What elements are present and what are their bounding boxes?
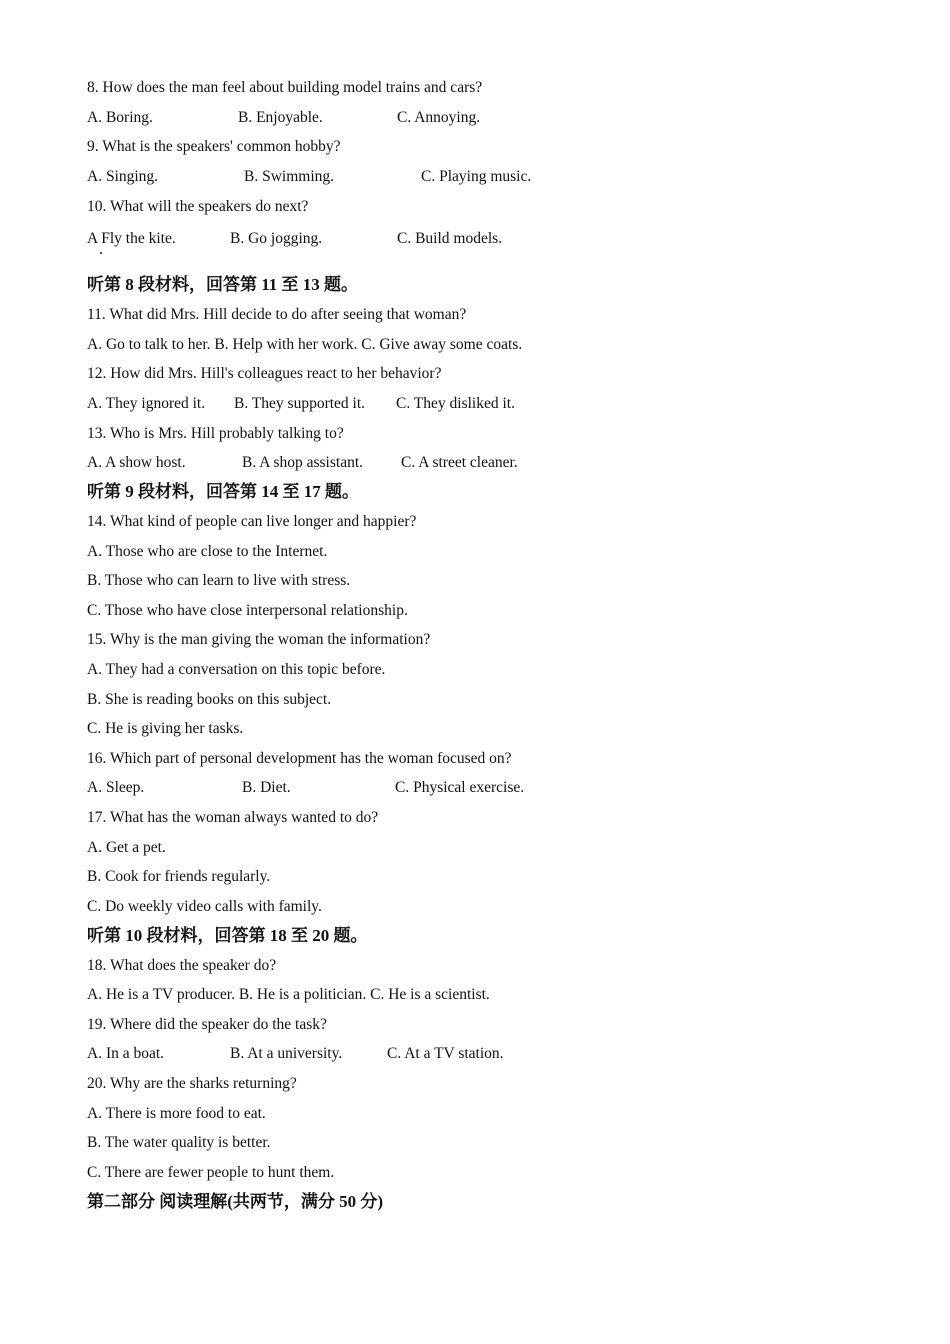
option-a: A. Singing. [87,168,159,185]
option-a: A. In a boat. [87,1045,165,1062]
question-15-option-c: C. He is giving her tasks. [87,720,244,737]
question-9-options [87,167,887,187]
option-b: B. Enjoyable. [238,109,323,126]
option-b: B. They supported it. [234,395,366,412]
question-19-options [87,1044,887,1064]
question-12-options [87,394,887,414]
question-10-options [87,229,887,249]
question-10: 10. What will the speakers do next? [87,198,309,215]
option-c: C. Playing music. [421,168,532,185]
option-c: C. At a TV station. [387,1045,504,1062]
option-b: B. Go jogging. [230,230,323,247]
option-a: A. A show host. [87,454,186,471]
option-a: A Fly the kite. [87,230,176,247]
question-20: 20. Why are the sharks returning? [87,1075,297,1092]
question-20-option-c: C. There are fewer people to hunt them. [87,1164,335,1181]
question-18: 18. What does the speaker do? [87,957,277,974]
question-11-options: A. Go to talk to her. B. Help with her work. C. Give away some coats. [87,336,523,353]
question-17-option-a: A. Get a pet. [87,839,166,856]
section-heading-8: 听第 8 段材料，回答第 11 至 13 题。 [87,275,359,294]
question-15: 15. Why is the man giving the woman the information? [87,631,431,648]
question-16: 16. Which part of personal development has the woman focused on? [87,750,512,767]
question-13: 13. Who is Mrs. Hill probably talking to? [87,425,344,442]
option-b: B. At a university. [230,1045,343,1062]
question-8-options [87,108,887,128]
option-b: B. A shop assistant. [242,454,364,471]
stray-dot [100,252,102,254]
option-a: A. Sleep. [87,779,145,796]
option-c: C. Annoying. [397,109,481,126]
option-b: B. Diet. [242,779,291,796]
question-12: 12. How did Mrs. Hill's colleagues react to her behavior? [87,365,442,382]
question-15-option-b: B. She is reading books on this subject. [87,691,332,708]
question-17: 17. What has the woman always wanted to do? [87,809,379,826]
section-heading-10: 听第 10 段材料，回答第 18 至 20 题。 [87,926,368,945]
option-c: C. A street cleaner. [401,454,518,471]
option-c: C. They disliked it. [396,395,515,412]
question-14-option-b: B. Those who can learn to live with stress. [87,572,351,589]
option-b: B. Swimming. [244,168,335,185]
question-15-option-a: A. They had a conversation on this topic before. [87,661,386,678]
option-c: C. Physical exercise. [395,779,525,796]
question-14-option-c: C. Those who have close interpersonal relationship. [87,602,408,619]
option-a: A. They ignored it. [87,395,206,412]
question-13-options [87,453,887,473]
question-19: 19. Where did the speaker do the task? [87,1016,327,1033]
question-16-options [87,778,887,798]
question-20-option-a: A. There is more food to eat. [87,1105,266,1122]
part-two-heading: 第二部分 阅读理解(共两节，满分 50 分) [87,1192,384,1211]
section-heading-9: 听第 9 段材料，回答第 14 至 17 题。 [87,482,359,501]
option-a: A. Boring. [87,109,153,126]
question-18-options: A. He is a TV producer. B. He is a politician. C. He is a scientist. [87,986,490,1003]
question-11: 11. What did Mrs. Hill decide to do after seeing that woman? [87,306,467,323]
question-8: 8. How does the man feel about building model trains and cars? [87,79,483,96]
question-14: 14. What kind of people can live longer and happier? [87,513,417,530]
question-17-option-c: C. Do weekly video calls with family. [87,898,322,915]
question-9: 9. What is the speakers' common hobby? [87,138,341,155]
option-c: C. Build models. [397,230,503,247]
question-17-option-b: B. Cook for friends regularly. [87,868,271,885]
question-14-option-a: A. Those who are close to the Internet. [87,543,328,560]
question-20-option-b: B. The water quality is better. [87,1134,271,1151]
